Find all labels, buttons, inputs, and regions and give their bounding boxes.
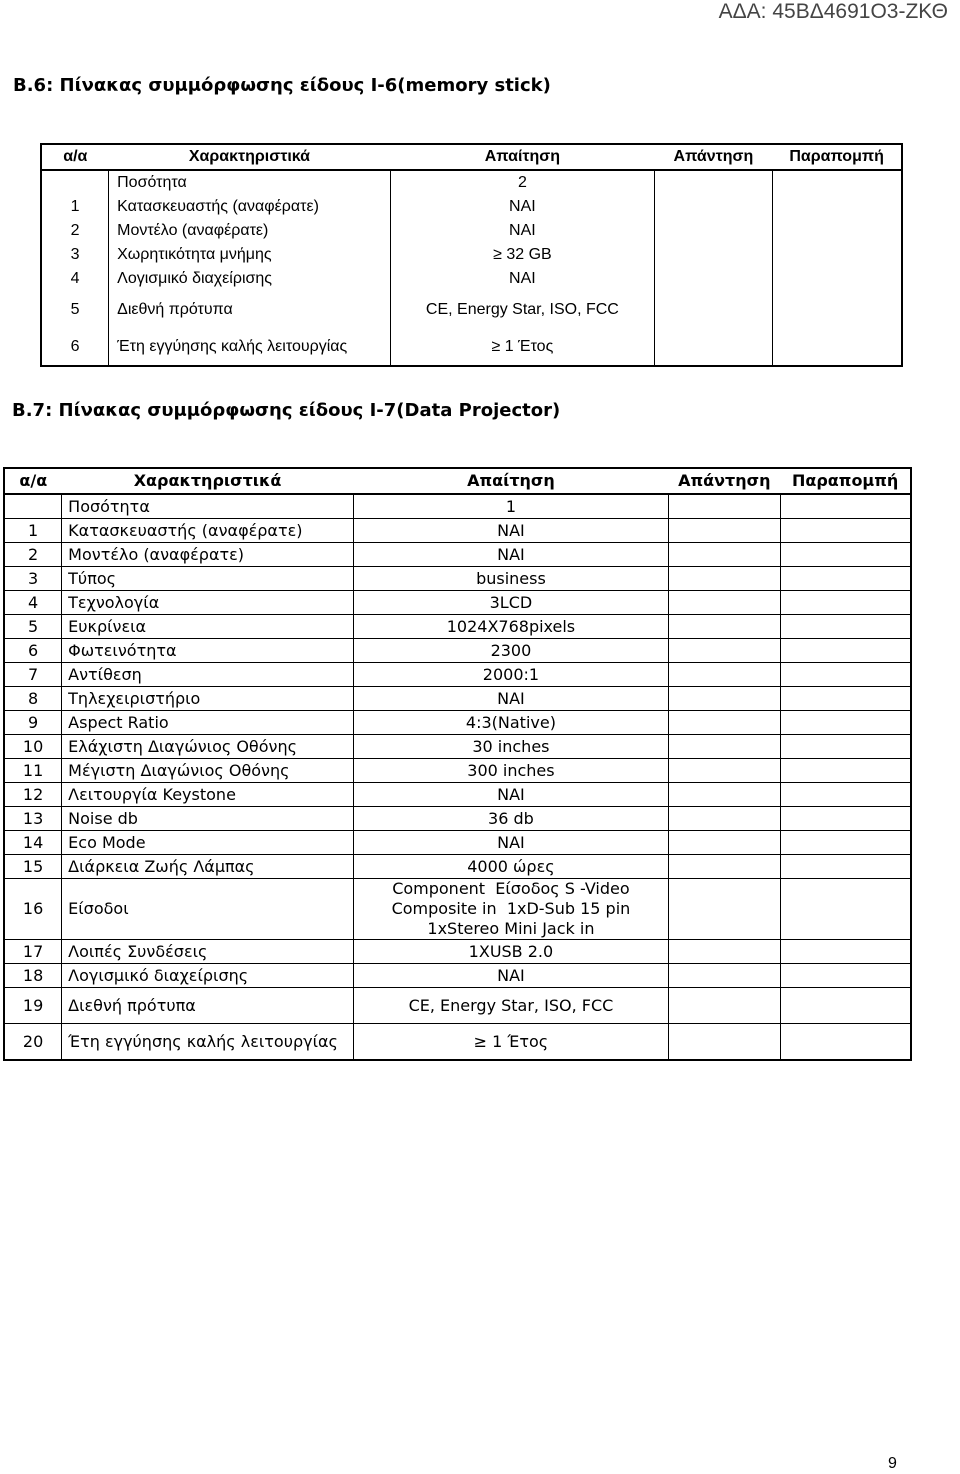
row-requirement: 4:3(Native) [353, 711, 668, 735]
row-feature: Διεθνή πρότυπα [109, 291, 391, 329]
row-number [41, 170, 109, 195]
reference-cell[interactable] [772, 291, 902, 329]
reference-cell[interactable] [780, 940, 911, 964]
row-requirement: 1 [353, 494, 668, 519]
compliance-table-b6 [40, 143, 903, 367]
row-number: 6 [41, 329, 109, 366]
row-feature: Φωτεινότητα [62, 639, 354, 663]
reference-cell[interactable] [780, 735, 911, 759]
reference-cell[interactable] [772, 267, 902, 291]
row-feature: Μοντέλο (αναφέρατε) [109, 219, 391, 243]
col-header-reference: Παραπομπή [780, 468, 911, 494]
reference-cell[interactable] [772, 329, 902, 366]
table-row [4, 855, 911, 879]
page-number: 9 [888, 1455, 897, 1472]
row-number: 10 [4, 735, 62, 759]
answer-cell[interactable] [668, 988, 780, 1024]
reference-cell[interactable] [780, 687, 911, 711]
row-number: 3 [4, 567, 62, 591]
row-feature: Λοιπές Συνδέσεις [62, 940, 354, 964]
row-number: 20 [4, 1024, 62, 1061]
row-feature: Μοντέλο (αναφέρατε) [62, 543, 354, 567]
table-row [4, 988, 911, 1024]
row-requirement: ΝΑΙ [353, 519, 668, 543]
reference-cell[interactable] [780, 615, 911, 639]
table-row [4, 639, 911, 663]
col-header-answer: Απάντηση [655, 144, 773, 170]
answer-cell[interactable] [668, 855, 780, 879]
row-number: 1 [4, 519, 62, 543]
row-number: 3 [41, 243, 109, 267]
answer-cell[interactable] [668, 783, 780, 807]
answer-cell[interactable] [655, 243, 773, 267]
row-requirement: ΝΑΙ [390, 267, 654, 291]
reference-cell[interactable] [780, 639, 911, 663]
answer-cell[interactable] [668, 494, 780, 519]
col-header-requirement: Απαίτηση [353, 468, 668, 494]
table-row [4, 711, 911, 735]
row-feature: Aspect Ratio [62, 711, 354, 735]
reference-cell[interactable] [780, 711, 911, 735]
answer-cell[interactable] [655, 219, 773, 243]
answer-cell[interactable] [668, 735, 780, 759]
row-requirement: 30 inches [353, 735, 668, 759]
reference-cell[interactable] [780, 543, 911, 567]
table-row [4, 879, 911, 940]
row-feature: Έτη εγγύησης καλής λειτουργίας [62, 1024, 354, 1061]
answer-cell[interactable] [655, 267, 773, 291]
row-feature: Έτη εγγύησης καλής λειτουργίας [109, 329, 391, 366]
table-row [41, 267, 902, 291]
col-header-requirement: Απαίτηση [390, 144, 654, 170]
reference-cell[interactable] [772, 243, 902, 267]
table-row [4, 687, 911, 711]
reference-cell[interactable] [780, 783, 911, 807]
answer-cell[interactable] [668, 615, 780, 639]
col-header-answer: Απάντηση [668, 468, 780, 494]
table-row [41, 195, 902, 219]
row-feature: Λειτουργία Keystone [62, 783, 354, 807]
row-number: 12 [4, 783, 62, 807]
row-feature: Ποσότητα [62, 494, 354, 519]
row-feature: Ευκρίνεια [62, 615, 354, 639]
table-row [4, 591, 911, 615]
reference-cell[interactable] [780, 567, 911, 591]
table-row [41, 291, 902, 329]
row-number: 13 [4, 807, 62, 831]
row-requirement: ≥ 1 Έτος [390, 329, 654, 366]
table-row [41, 243, 902, 267]
row-number: 2 [4, 543, 62, 567]
answer-cell[interactable] [655, 329, 773, 366]
table-row [4, 543, 911, 567]
row-feature: Ποσότητα [109, 170, 391, 195]
row-number: 11 [4, 759, 62, 783]
row-feature: Noise db [62, 807, 354, 831]
row-requirement: 2 [390, 170, 654, 195]
answer-cell[interactable] [668, 940, 780, 964]
table-row [4, 831, 911, 855]
row-feature: Τηλεχειριστήριο [62, 687, 354, 711]
row-number: 17 [4, 940, 62, 964]
row-feature: Λογισμικό διαχείρισης [109, 267, 391, 291]
row-requirement: ΝΑΙ [353, 687, 668, 711]
col-header-reference: Παραπομπή [772, 144, 902, 170]
row-number: 19 [4, 988, 62, 1024]
reference-cell[interactable] [772, 195, 902, 219]
table-header-row [4, 468, 911, 494]
requirement-line: 1xStereo Mini Jack in [427, 919, 595, 938]
table-row [4, 807, 911, 831]
reference-cell[interactable] [780, 759, 911, 783]
row-requirement: 300 inches [353, 759, 668, 783]
row-feature: Τεχνολογία [62, 591, 354, 615]
table-row [4, 964, 911, 988]
compliance-table-b7 [3, 467, 912, 1061]
row-feature: Αντίθεση [62, 663, 354, 687]
row-feature: Κατασκευαστής (αναφέρατε) [62, 519, 354, 543]
row-requirement: ΝΑΙ [353, 543, 668, 567]
row-requirement: ≥ 1 Έτος [353, 1024, 668, 1061]
table-header-row [41, 144, 902, 170]
row-number [4, 494, 62, 519]
row-requirement: 3LCD [353, 591, 668, 615]
reference-cell[interactable] [780, 879, 911, 940]
reference-cell[interactable] [780, 1024, 911, 1061]
row-number: 6 [4, 639, 62, 663]
answer-cell[interactable] [668, 1024, 780, 1061]
reference-cell[interactable] [780, 519, 911, 543]
reference-cell[interactable] [772, 170, 902, 195]
reference-cell[interactable] [780, 964, 911, 988]
row-feature: Eco Mode [62, 831, 354, 855]
reference-cell[interactable] [780, 831, 911, 855]
row-number: 9 [4, 711, 62, 735]
reference-cell[interactable] [780, 988, 911, 1024]
answer-cell[interactable] [668, 879, 780, 940]
row-requirement [353, 879, 668, 940]
row-number: 4 [41, 267, 109, 291]
row-number: 7 [4, 663, 62, 687]
col-header-features: Χαρακτηριστικά [109, 144, 391, 170]
row-requirement: 36 db [353, 807, 668, 831]
table-row [4, 759, 911, 783]
row-number: 14 [4, 831, 62, 855]
table-row [4, 735, 911, 759]
answer-cell[interactable] [668, 711, 780, 735]
reference-cell[interactable] [780, 591, 911, 615]
table-row [4, 663, 911, 687]
answer-cell[interactable] [655, 195, 773, 219]
row-requirement: CE, Energy Star, ISO, FCC [390, 291, 654, 329]
answer-cell[interactable] [668, 687, 780, 711]
answer-cell[interactable] [668, 831, 780, 855]
row-requirement: business [353, 567, 668, 591]
col-header-features: Χαρακτηριστικά [62, 468, 354, 494]
table-row [41, 219, 902, 243]
row-number: 8 [4, 687, 62, 711]
answer-cell[interactable] [655, 291, 773, 329]
row-feature: Διάρκεια Ζωής Λάμπας [62, 855, 354, 879]
table-row [4, 783, 911, 807]
row-feature: Τύπος [62, 567, 354, 591]
row-requirement: ΝΑΙ [353, 964, 668, 988]
row-requirement: ΝΑΙ [390, 219, 654, 243]
row-requirement: 1XUSB 2.0 [353, 940, 668, 964]
table-row [41, 329, 902, 366]
answer-cell[interactable] [668, 639, 780, 663]
table-row [4, 567, 911, 591]
answer-cell[interactable] [668, 567, 780, 591]
row-number: 4 [4, 591, 62, 615]
answer-cell[interactable] [668, 663, 780, 687]
reference-cell[interactable] [780, 855, 911, 879]
table-row [4, 940, 911, 964]
row-number: 18 [4, 964, 62, 988]
answer-cell[interactable] [668, 543, 780, 567]
row-requirement: 2000:1 [353, 663, 668, 687]
reference-cell[interactable] [780, 663, 911, 687]
row-requirement: 2300 [353, 639, 668, 663]
reference-cell[interactable] [772, 219, 902, 243]
table-row [4, 615, 911, 639]
answer-cell[interactable] [668, 964, 780, 988]
answer-cell[interactable] [668, 591, 780, 615]
row-requirement: ≥ 32 GB [390, 243, 654, 267]
section-b7-title: Β.7: Πίνακας συμμόρφωσης είδους Ι-7(Data Projector) [12, 400, 561, 421]
row-feature: Μέγιστη Διαγώνιος Οθόνης [62, 759, 354, 783]
requirement-line: Component Είσοδος S -Video [392, 879, 630, 898]
row-requirement: ΝΑΙ [390, 195, 654, 219]
row-requirement: ΝΑΙ [353, 783, 668, 807]
col-header-aa: α/α [4, 468, 62, 494]
row-feature: Ελάχιστη Διαγώνιος Οθόνης [62, 735, 354, 759]
requirement-line: Composite in 1xD-Sub 15 pin [391, 899, 631, 918]
table-row [4, 494, 911, 519]
row-number: 15 [4, 855, 62, 879]
row-feature: Λογισμικό διαχείρισης [62, 964, 354, 988]
row-requirement: CE, Energy Star, ISO, FCC [353, 988, 668, 1024]
row-number: 2 [41, 219, 109, 243]
row-feature: Κατασκευαστής (αναφέρατε) [109, 195, 391, 219]
answer-cell[interactable] [668, 519, 780, 543]
answer-cell[interactable] [668, 807, 780, 831]
answer-cell[interactable] [668, 759, 780, 783]
table-row [4, 519, 911, 543]
row-number: 1 [41, 195, 109, 219]
table-row [4, 1024, 911, 1061]
section-b6-title: Β.6: Πίνακας συμμόρφωσης είδους Ι-6(memory stick) [13, 75, 551, 96]
row-requirement: ΝΑΙ [353, 831, 668, 855]
row-number: 16 [4, 879, 62, 940]
row-requirement: 4000 ώρες [353, 855, 668, 879]
table-row [41, 170, 902, 195]
row-requirement: 1024X768pixels [353, 615, 668, 639]
row-feature: Χωρητικότητα μνήμης [109, 243, 391, 267]
reference-cell[interactable] [780, 494, 911, 519]
reference-cell[interactable] [780, 807, 911, 831]
row-feature: Είσοδοι [62, 879, 354, 940]
answer-cell[interactable] [655, 170, 773, 195]
ada-code: ΑΔΑ: 45ΒΔ4691Ο3-ΖΚΘ [718, 0, 948, 23]
row-number: 5 [4, 615, 62, 639]
row-feature: Διεθνή πρότυπα [62, 988, 354, 1024]
row-number: 5 [41, 291, 109, 329]
col-header-aa: α/α [41, 144, 109, 170]
